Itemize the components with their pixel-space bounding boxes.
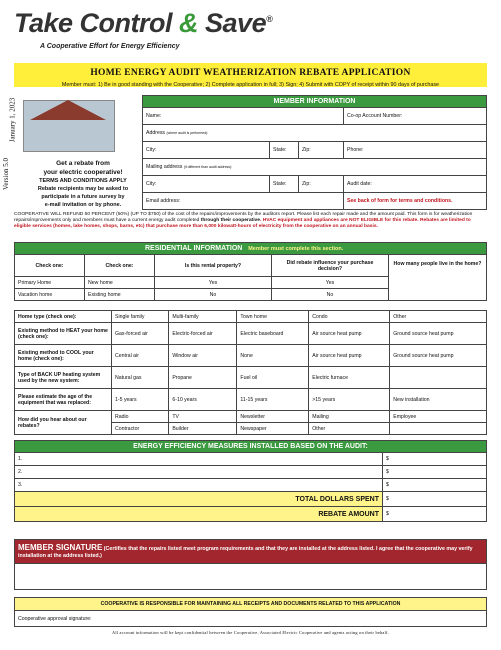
house-roof	[30, 100, 106, 120]
requirements-note: Member must: 1) Be in good standing with the Cooperative; 2) Complete application in full; 3) Sign; 4) Submit with COPY of receipt within 90 days of purchase	[61, 82, 440, 88]
grid-option[interactable]: Electric baseboard	[237, 323, 309, 345]
col-check-one-2: Check one:	[85, 255, 155, 277]
rebate-label: REBATE AMOUNT	[15, 507, 383, 522]
measure-amount-3[interactable]: $	[383, 479, 487, 492]
grid-option[interactable]: Multi-family	[169, 311, 237, 323]
grid-option[interactable]: 1-5 years	[112, 389, 169, 411]
influence-yes-option[interactable]: Yes	[272, 277, 389, 289]
grid-label: How did you hear about our rebates?	[15, 411, 112, 435]
grid-option[interactable]: Window air	[169, 345, 237, 367]
grid-option[interactable]	[390, 367, 487, 389]
measures-table	[14, 440, 487, 522]
existing-home-option[interactable]: Existing home	[85, 289, 155, 301]
col-rental: Is this rental property?	[155, 255, 272, 277]
measure-amount-1[interactable]: $	[383, 453, 487, 466]
refund-note: COOPERATIVE WILL REFUND 50 PERCENT (50%) (UP TO $750) of the cost of the repairs/improvements by the auditors report. Please list each repair made and the amount paid. This form is for weatherization repairs/improvements only and members must have a current energy audit completed through their cooperative. HVAC equipment and appliances are NOT ELIGIBLE for this rebate. Rebates are limited to eligible services (homes, lake homes, shops, barns, etc) that purchase more than 6,000 kilowatt-hours of electricity from the cooperative on an annual basis.	[14, 212, 473, 230]
city-field[interactable]: City:	[143, 142, 270, 159]
state2-field[interactable]: State:	[270, 176, 299, 193]
see-back-note: See back of form for terms and conditions.	[344, 193, 487, 210]
phone-field[interactable]: Phone:	[344, 142, 487, 159]
form-version: Version 5.0	[1, 158, 10, 190]
zip2-field[interactable]: Zip:	[299, 176, 344, 193]
measure-line-1[interactable]: 1.	[15, 453, 383, 466]
home-details-table	[14, 310, 487, 435]
measure-amount-2[interactable]: $	[383, 466, 487, 479]
grid-label: Home type (check one):	[15, 311, 112, 323]
grid-label: Existing method to COOL your home (check one):	[15, 345, 112, 367]
grid-option[interactable]: Newsletter	[237, 411, 309, 423]
grid-option[interactable]	[390, 423, 487, 435]
grid-option[interactable]: New installation	[390, 389, 487, 411]
grid-option[interactable]: Employee	[390, 411, 487, 423]
rental-yes-option[interactable]: Yes	[155, 277, 272, 289]
grid-option[interactable]: Ground source heat pump	[390, 345, 487, 367]
measures-heading: ENERGY EFFICIENCY MEASURES INSTALLED BASED ON THE AUDIT:	[15, 441, 487, 453]
vacation-home-option[interactable]: Vacation home	[15, 289, 85, 301]
grid-option[interactable]: TV	[169, 411, 237, 423]
grid-option[interactable]: Builder	[169, 423, 237, 435]
residential-heading: RESIDENTIAL INFORMATION Member must complete this section.	[15, 243, 487, 255]
grid-option[interactable]: Air source heat pump	[309, 345, 390, 367]
grid-label: Type of BACK UP heating system used by the new system:	[15, 367, 112, 389]
residential-table	[14, 242, 487, 301]
grid-option[interactable]: Natural gas	[112, 367, 169, 389]
email-field[interactable]: Email address:	[143, 193, 344, 210]
measure-line-2[interactable]: 2.	[15, 466, 383, 479]
grid-option[interactable]: Electric furnace	[309, 367, 390, 389]
grid-option[interactable]: Other	[309, 423, 390, 435]
total-label: TOTAL DOLLARS SPENT	[15, 492, 383, 507]
grid-option[interactable]: None	[237, 345, 309, 367]
confidentiality-footer: All account information will be kept confidential between the Cooperative, Associated Electric Cooperative and agents acting on their behalf.	[112, 630, 389, 635]
signature-field[interactable]	[15, 564, 487, 590]
influence-no-option[interactable]: No	[272, 289, 389, 301]
grid-label: Please estimate the age of the equipment that was replaced:	[15, 389, 112, 411]
address-field[interactable]: Address (where audit is performed):	[143, 125, 487, 142]
form-title: HOME ENERGY AUDIT WEATHERIZATION REBATE APPLICATION	[90, 68, 411, 78]
logo: Take Control & Save®	[14, 8, 273, 38]
primary-home-option[interactable]: Primary Home	[15, 277, 85, 289]
name-field[interactable]: Name:	[143, 108, 344, 125]
total-amount[interactable]: $	[383, 492, 487, 507]
mailing-field[interactable]: Mailing address (if different than audit address):	[143, 159, 487, 176]
col-check-one-1: Check one:	[15, 255, 85, 277]
grid-option[interactable]: Ground source heat pump	[390, 323, 487, 345]
col-rebate-influence: Did rebate influence your purchase decision?	[272, 255, 389, 277]
coop-responsibility: COOPERATIVE IS RESPONSIBLE FOR MAINTAINING ALL RECEIPTS AND DOCUMENTS RELATED TO THIS APPLICATION	[15, 598, 487, 611]
rebate-promo: Get a rebate from your electric cooperative! TERMS AND CONDITIONS APPLY Rebate recipients may be asked to participate in a future survey by e-mail invitation or by phone.	[37, 160, 129, 208]
audit-date-field[interactable]: Audit date:	[344, 176, 487, 193]
account-field[interactable]: Co-op Account Number:	[344, 108, 487, 125]
coop-approval-field[interactable]: Cooperative approval signature:	[15, 611, 487, 627]
col-people-count[interactable]: How many people live in the home?	[389, 255, 487, 301]
grid-option[interactable]: Propane	[169, 367, 237, 389]
grid-option[interactable]: Newspaper	[237, 423, 309, 435]
grid-option[interactable]: >15 years	[309, 389, 390, 411]
rebate-amount[interactable]: $	[383, 507, 487, 522]
grid-option[interactable]: Radio	[112, 411, 169, 423]
grid-option[interactable]: Electric-forced air	[169, 323, 237, 345]
new-home-option[interactable]: New home	[85, 277, 155, 289]
grid-option[interactable]: Town home	[237, 311, 309, 323]
tagline: A Cooperative Effort for Energy Efficiency	[40, 43, 180, 50]
grid-option[interactable]: Single family	[112, 311, 169, 323]
grid-option[interactable]: Air source heat pump	[309, 323, 390, 345]
grid-option[interactable]: Mailing	[309, 411, 390, 423]
city2-field[interactable]: City:	[143, 176, 270, 193]
zip-field[interactable]: Zip:	[299, 142, 344, 159]
grid-option[interactable]: Other	[390, 311, 487, 323]
coop-table	[14, 597, 487, 627]
measure-line-3[interactable]: 3.	[15, 479, 383, 492]
form-date: January 1, 2023	[8, 97, 17, 143]
grid-option[interactable]: Central air	[112, 345, 169, 367]
grid-option[interactable]: Gas-forced air	[112, 323, 169, 345]
state-field[interactable]: State:	[270, 142, 299, 159]
grid-option[interactable]: Condo	[309, 311, 390, 323]
rental-no-option[interactable]: No	[155, 289, 272, 301]
grid-option[interactable]: 6-10 years	[169, 389, 237, 411]
signature-heading: MEMBER SIGNATURE (Certifies that the repairs listed meet program requirements and that they are installed at the address listed. I agree that the cooperative may verify installation at the address listed.)	[15, 540, 487, 564]
grid-option[interactable]: Fuel oil	[237, 367, 309, 389]
grid-option[interactable]: Contractor	[112, 423, 169, 435]
signature-table	[14, 539, 487, 590]
grid-label: Existing method to HEAT your home (check one):	[15, 323, 112, 345]
grid-option[interactable]: 11-15 years	[237, 389, 309, 411]
member-info-table	[142, 95, 487, 210]
member-info-heading: MEMBER INFORMATION	[143, 96, 487, 108]
